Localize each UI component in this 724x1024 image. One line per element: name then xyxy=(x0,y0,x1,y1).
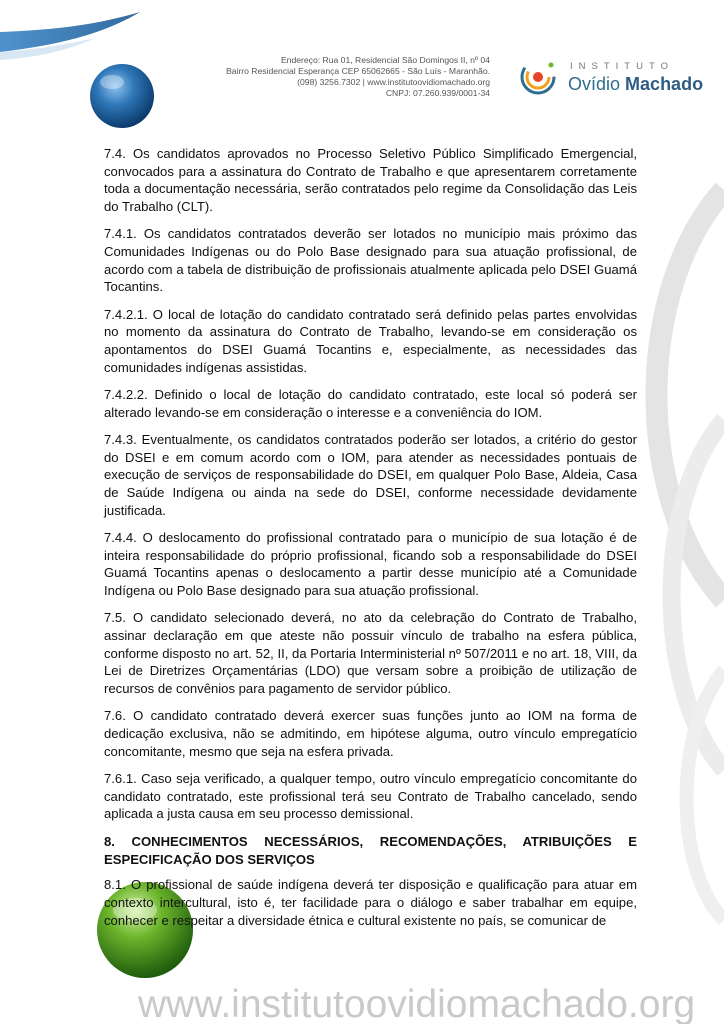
section-heading-8: 8. CONHECIMENTOS NECESSÁRIOS, RECOMENDAÇÕES, ATRIBUIÇÕES E ESPECIFICAÇÃO DOS SERVIÇOS xyxy=(104,833,637,867)
paragraph-7-4-3: 7.4.3. Eventualmente, os candidatos contratados poderão ser lotados, a critério do gestor do DSEI e em comum acordo com o IOM, para atender as necessidades pontuais de execução de serviços de responsabilidade do DSEI, em qualquer Polo Base, Aldeia, Casa de Saúde Indígena ou ainda na sede do DSEI, conforme necessidade devidamente justificada. xyxy=(104,431,637,518)
paragraph-7-4-4: 7.4.4. O deslocamento do profissional contratado para o município de sua lotação é de inteira responsabilidade do próprio profissional, ficando sob a responsabilidade do DSEI Guamá Tocantins apenas o deslocamento a partir desse município até a Comunidade Indígena ou Polo Base designado para sua atuação profissional. xyxy=(104,529,637,598)
paragraph-7-5: 7.5. O candidato selecionado deverá, no ato da celebração do Contrato de Trabalho, assinar declaração em que ateste não possuir vínculo de trabalho na esfera pública, conforme disposto no art. 52, II, da Portaria Interministerial nº 507/2011 e no art. 18, VIII, da Lei de Diretrizes Orçamentárias (LDO) que versam sobre a proibição de utilização de recursos de convênios para pagamento de servidor público. xyxy=(104,610,637,696)
institute-logo xyxy=(518,57,704,101)
document-body xyxy=(104,145,637,939)
footer-url: www.institutoovidiomachado.org xyxy=(138,983,696,1024)
logo-name xyxy=(568,74,703,95)
cnpj-line: CNPJ: 07.260.939/0001-34 xyxy=(385,88,490,98)
header-contact-block xyxy=(160,55,490,99)
swirl-logo-icon xyxy=(518,57,558,97)
paragraph-7-4-2-2: 7.4.2.2. Definido o local de lotação do candidato contratado, este local só poderá ser alterado levando-se em consideração o interesse e a conveniência do IOM. xyxy=(104,386,637,420)
logo-name-part1: Ovídio xyxy=(568,74,621,94)
address-line-1: Endereço: Rua 01, Residencial São Domingos II, nº 04 xyxy=(280,55,490,65)
paragraph-7-6-1: 7.6.1. Caso seja verificado, a qualquer tempo, outro vínculo empregatício concomitante do candidato contratado, este profissional terá seu Contrato de Trabalho cancelado, sendo aplicada a justa causa em seu processo demissional. xyxy=(104,770,637,822)
paragraph-7-4-2-1: 7.4.2.1. O local de lotação do candidato contratado será definido pelas partes envolvidas no momento da assinatura do Contrato de Trabalho, levando-se em consideração os apontamentos do DSEI Guamá Tocantins e, especialmente, as necessidades das comunidades indígenas assistidas. xyxy=(104,306,637,375)
paragraph-7-4: 7.4. Os candidatos aprovados no Processo Seletivo Público Simplificado Emergencial, convocados para a assinatura do Contrato de Trabalho e que apresentarem corretamente toda a documentação necessária, serão contratados pelo regime da Consolidação das Leis do Trabalho (CLT). xyxy=(104,146,637,215)
paragraph-8-1: 8.1. O profissional de saúde indígena deverá ter disposição e qualificação para atuar em contexto intercultural, isto é, ter facilidade para o diálogo e saber trabalhar em equipe, conhecer e respeitar a diversidade étnica e cultural existente no país, se comunicar de xyxy=(104,877,637,928)
logo-top-text: INSTITUTO xyxy=(570,61,674,72)
logo-name-part2: Machado xyxy=(625,74,704,94)
paragraph-7-4-1: 7.4.1. Os candidatos contratados deverão ser lotados no município mais próximo das Comunidades Indígenas ou do Polo Base designado para sua atuação profissional, de acordo com a tabela de distribuição de profissionais atualmente aplicada pelo DSEI Guamá Tocantins. xyxy=(104,226,637,295)
contact-line: (098) 3256.7302 | www.institutoovidiomachado.org xyxy=(297,77,490,87)
paragraph-7-6: 7.6. O candidato contratado deverá exercer suas funções junto ao IOM na forma de dedicação exclusiva, não se admitindo, em hipótese alguma, outro vínculo empregatício concomitante, mesmo que seja na esfera privada. xyxy=(104,708,637,759)
address-line-2: Bairro Residencial Esperança CEP 65062665 - São Luís - Maranhão. xyxy=(225,66,490,76)
